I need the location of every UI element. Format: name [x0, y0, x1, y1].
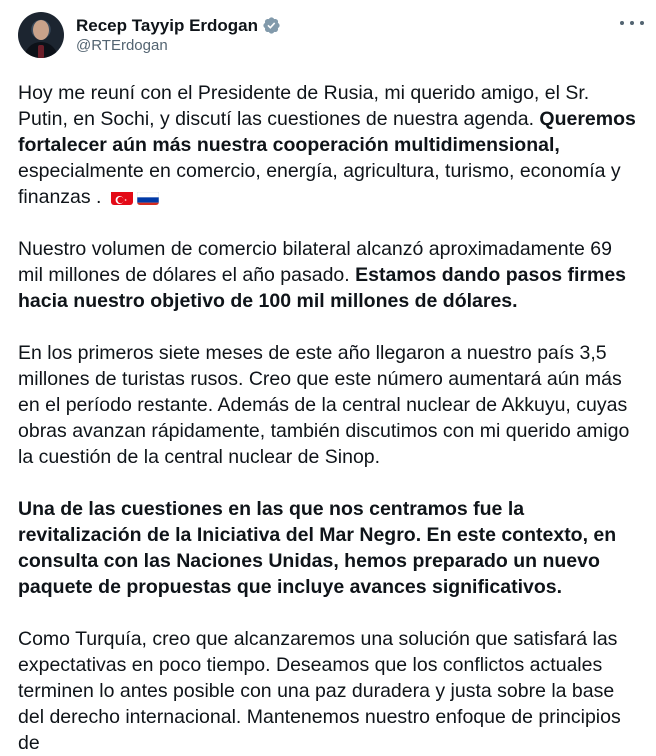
verified-badge-icon[interactable] — [262, 16, 281, 35]
tweet-paragraph — [18, 236, 638, 314]
name-row — [76, 15, 281, 36]
text-segment: Nuestro volumen de comercio bilateral alcanzó aproximadamente 69 mil millones de dólares el año pasado. — [18, 238, 612, 286]
author-handle[interactable]: @RTErdogan — [76, 36, 168, 54]
text-segment: En los primeros siete meses de este año llegaron a nuestro país 3,5 millones de turistas rusos. Creo que este número aumentará aún más en el período restante. Además de la central nuclear de Akkuyu, cuyas obras avanzan rápidamente, también discutimos con mi querido amigo la cuestión de la central nuclear de Sinop. — [18, 342, 630, 468]
bold-text: Queremos fortalecer aún más nuestra cooperación multidimensional, — [18, 108, 636, 156]
avatar[interactable] — [18, 12, 64, 58]
more-options-icon[interactable] — [620, 14, 644, 32]
russia-flag-icon — [137, 189, 159, 205]
tweet-paragraph — [18, 80, 638, 210]
tweet-paragraph — [18, 496, 638, 600]
more-dot — [640, 21, 644, 25]
turkey-flag-icon — [111, 189, 133, 205]
author-info — [76, 15, 281, 56]
bold-text: Estamos dando pasos firmes hacia nuestro objetivo de 100 mil millones de dólares. — [18, 264, 627, 312]
tweet-header — [18, 12, 638, 58]
text-segment: especialmente en comercio, energía, agricultura, turismo, economía y finanzas . — [18, 160, 621, 208]
text-segment: Como Turquía, creo que alcanzaremos una solución que satisfará las expectativas en poco tiempo. Deseamos que los conflictos actuales terminen lo antes posible con una paz duradera y justa sobre la base del derecho internacional. Mantenemos nuestro enfoque de principios de — [18, 628, 621, 754]
tweet-text — [18, 80, 638, 756]
tweet-paragraph — [18, 340, 638, 470]
author-display-name[interactable]: Recep Tayyip Erdogan — [76, 15, 259, 35]
more-dot — [620, 21, 624, 25]
tweet-paragraph — [18, 626, 638, 756]
text-segment: Hoy me reuní con el Presidente de Rusia, mi querido amigo, el Sr. Putin, en Sochi, y discutí las cuestiones de nuestra agenda. — [18, 82, 590, 130]
bold-text: Una de las cuestiones en las que nos centramos fue la revitalización de la Iniciativa del Mar Negro. En este contexto, en consulta con las Naciones Unidas, hemos preparado un nuevo paquete de propuestas que incluye avances significativos. — [18, 498, 617, 598]
avatar-tie — [38, 45, 44, 58]
avatar-face — [33, 20, 49, 40]
more-dot — [630, 21, 634, 25]
